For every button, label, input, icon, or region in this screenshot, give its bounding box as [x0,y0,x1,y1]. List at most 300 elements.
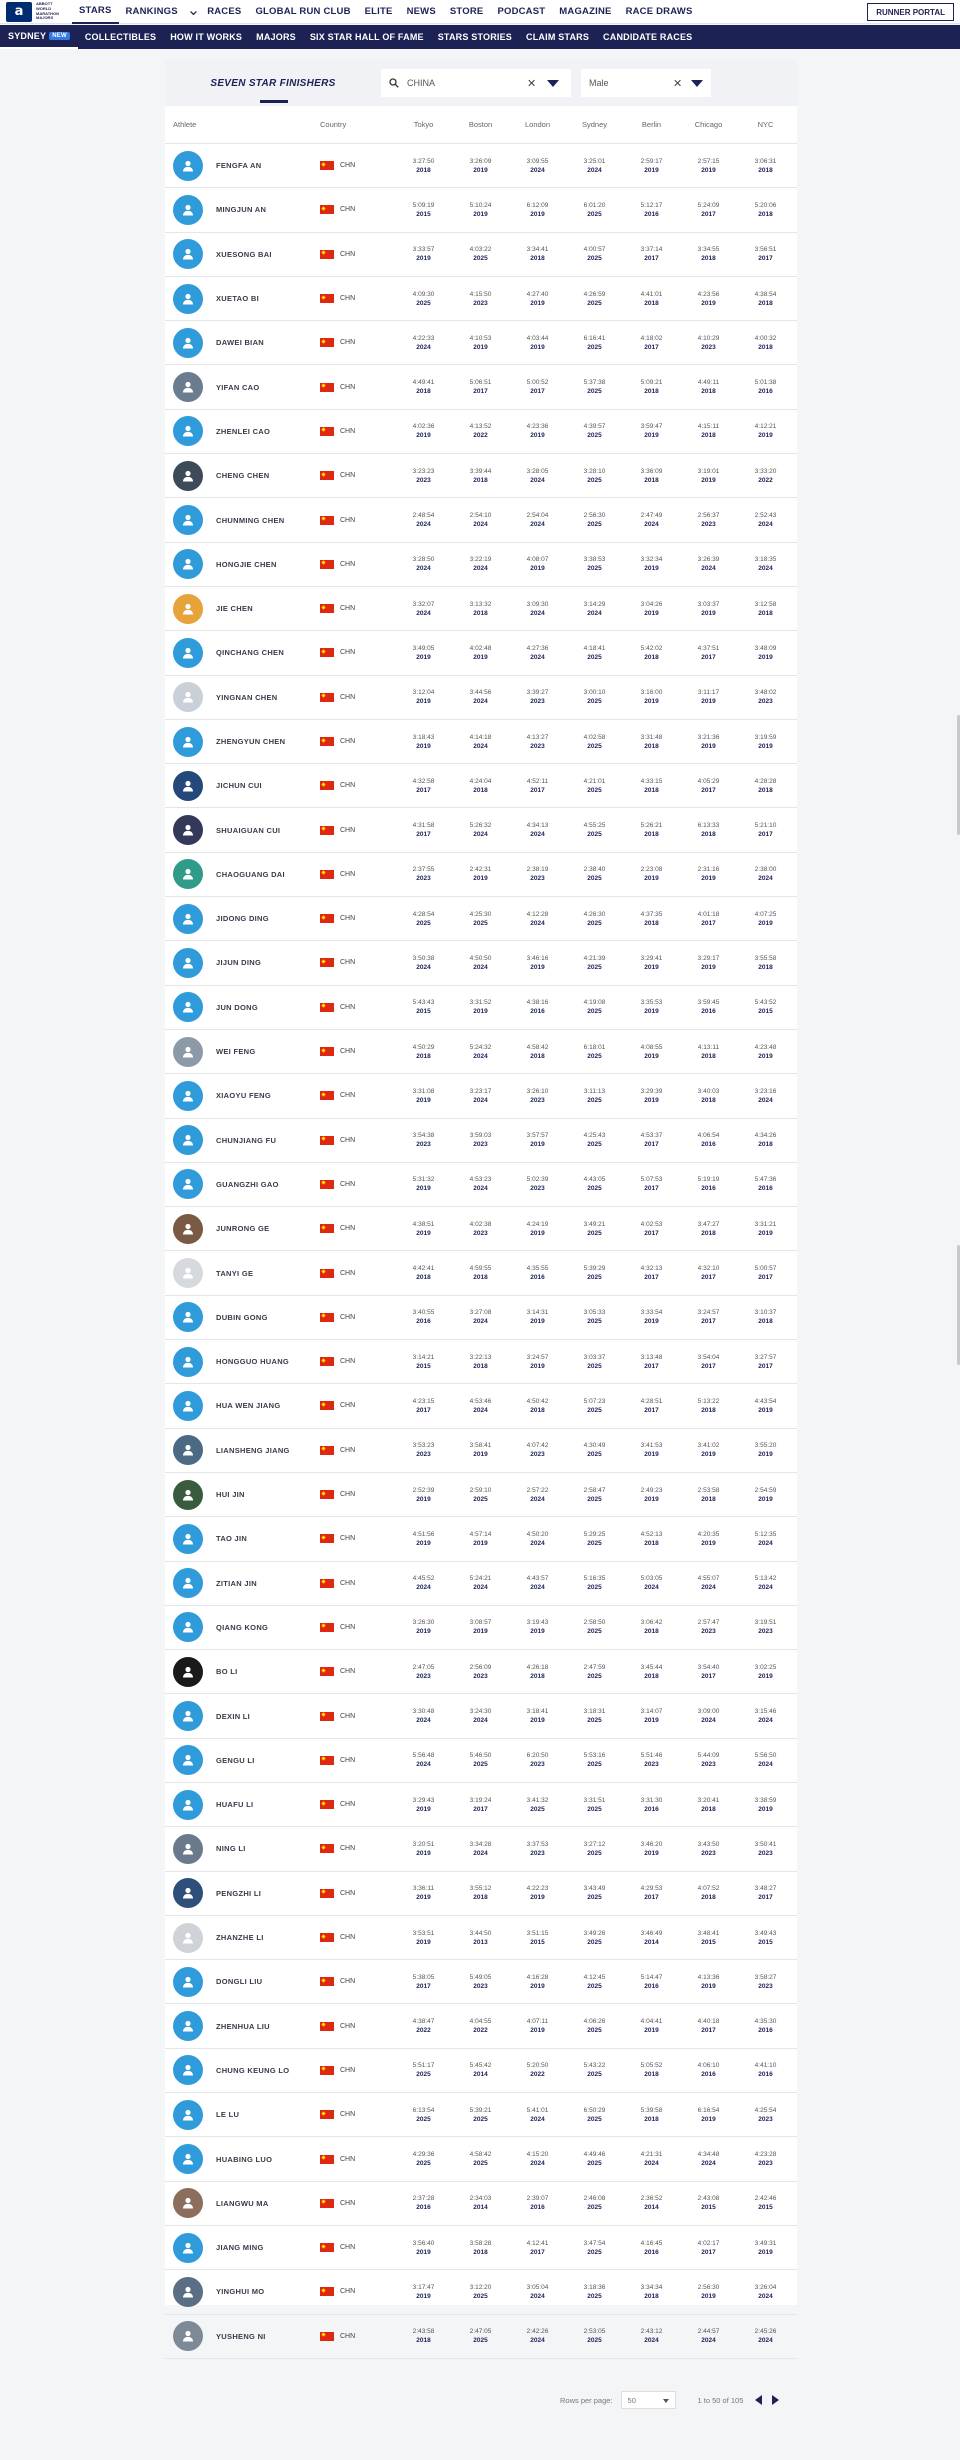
runner-portal-button[interactable]: RUNNER PORTAL [867,3,954,21]
finish-year: 2025 [473,2160,488,2167]
finish-time: 2:56:37 [697,512,720,520]
finish-year: 2025 [587,698,602,706]
athlete-cell [165,1214,320,1244]
table-row[interactable] [165,2004,797,2048]
finish-year: 2025 [587,1672,602,1680]
athlete-cell [165,1524,320,1554]
country-code: CHN [340,560,356,568]
finish-time: 3:54:38 [412,1132,435,1140]
athlete-name[interactable]: WEI FENG [216,1047,256,1057]
finish-year: 2024 [758,875,773,883]
finish-time: 5:24:21 [469,1575,492,1583]
finish-time: 3:47:54 [583,2239,606,2247]
athlete-name[interactable]: HONGGUO HUANG [216,1357,290,1367]
athlete-name[interactable]: TAO JIN [216,1534,248,1544]
finish-year: 2024 [701,2337,716,2345]
finish-year: 2019 [758,432,773,440]
clear-gender-icon[interactable]: ✕ [673,77,683,90]
country-cell [320,2110,395,2119]
athlete-name[interactable]: DUBIN GONG [216,1312,268,1322]
finish-time: 3:38:59 [754,1796,777,1804]
race-result-cell [566,2239,623,2257]
race-result-cell [680,245,737,263]
seven-star-table-card [165,60,797,2345]
finish-time: 5:13:22 [697,1397,720,1405]
athlete-name[interactable]: CHUNG KEUNG LO [216,2065,290,2075]
nav-item-podcast[interactable]: PODCAST [497,6,546,17]
athlete-name[interactable]: JICHUN CUI [216,781,262,791]
athlete-cell [165,1923,320,1953]
column-header-chicago[interactable]: Chicago [694,120,723,129]
athlete-name[interactable]: GUANGZHI GAO [216,1179,279,1189]
race-result-cell [680,2150,737,2168]
table-row[interactable] [165,897,797,941]
table-row[interactable] [165,1739,797,1783]
athlete-cell [165,284,320,314]
finish-year: 2019 [416,1894,431,1902]
athlete-name[interactable]: QIANG KONG [216,1622,269,1632]
finish-time: 3:58:41 [469,1442,492,1450]
avatar-icon [173,1214,203,1244]
table-row[interactable] [165,1074,797,1118]
finish-year: 2024 [473,521,488,529]
finish-year: 2017 [644,1362,659,1370]
country-filter[interactable] [381,69,571,97]
table-row[interactable] [165,498,797,542]
finish-time: 3:34:34 [640,2283,663,2291]
nav-item-news[interactable]: NEWS [406,6,436,17]
nav-item-global-run-club[interactable]: GLOBAL RUN CLUB [255,6,351,17]
table-row[interactable] [165,1606,797,1650]
athlete-name[interactable]: SHUAIGUAN CUI [216,825,281,835]
athlete-name[interactable]: JIJUN DING [216,958,262,968]
finish-year: 2025 [587,1274,602,1282]
column-header-sydney[interactable]: Sydney [581,120,608,129]
finish-time: 4:50:20 [526,1530,549,1538]
main-nav [72,0,699,24]
country-cell [320,1047,395,1056]
table-row[interactable] [165,2049,797,2093]
table-row[interactable] [165,853,797,897]
column-header-london[interactable]: London [524,120,551,129]
table-row[interactable] [165,2270,797,2314]
finish-year: 2019 [473,343,488,351]
finish-year: 2017 [644,343,659,351]
country-code: CHN [340,1003,356,1011]
finish-time: 2:47:05 [412,1663,435,1671]
race-result-cell [680,157,737,175]
race-result-cell [737,1530,794,1548]
race-result-cell [623,1751,680,1769]
athlete-name[interactable]: MINGJUN AN [216,205,267,215]
finish-time: 3:16:00 [640,689,663,697]
country-cell [320,1003,395,1012]
finish-year: 2023 [644,1761,659,1769]
athlete-name[interactable]: TANYI GE [216,1268,254,1278]
table-row[interactable] [165,1296,797,1340]
race-result-cell [623,1175,680,1193]
table-row[interactable] [165,631,797,675]
athlete-name[interactable]: JUN DONG [216,1002,258,1012]
nav-item-magazine[interactable]: MAGAZINE [559,6,612,17]
athlete-cell [165,549,320,579]
race-result-cell [509,1973,566,1991]
table-row[interactable] [165,2182,797,2226]
finish-time: 2:57:15 [697,157,720,165]
china-flag-icon [320,2022,334,2031]
athlete-name[interactable]: LIANSHENG JIANG [216,1445,290,1455]
finish-year: 2025 [587,2027,602,2035]
finish-year: 2024 [473,1849,488,1857]
race-result-cell [452,2106,509,2124]
race-result-cell [737,1131,794,1149]
race-result-cell [680,2194,737,2212]
table-row[interactable] [165,233,797,277]
finish-time: 4:55:25 [583,822,606,830]
column-header-athlete[interactable]: Athlete [173,120,197,129]
finish-time: 2:36:52 [640,2195,663,2203]
country-cell [320,826,395,835]
avatar-icon [173,2100,203,2130]
finish-time: 2:38:40 [583,866,606,874]
table-row[interactable] [165,188,797,232]
avatar-icon [173,1258,203,1288]
athlete-name[interactable]: HUI JIN [216,1490,245,1500]
race-result-cell [395,1796,452,1814]
finish-year: 2024 [473,1185,488,1193]
athlete-name[interactable]: YIFAN CAO [216,382,260,392]
athlete-name[interactable]: QINCHANG CHEN [216,648,285,658]
subnav-item-candidate-races[interactable]: CANDIDATE RACES [603,32,693,42]
finish-year: 2025 [587,1495,602,1503]
finish-time: 4:43:54 [754,1397,777,1405]
table-row[interactable] [165,321,797,365]
finish-time: 5:01:38 [754,379,777,387]
table-row[interactable] [165,1960,797,2004]
subnav-item-majors[interactable]: MAJORS [256,32,296,42]
finish-year: 2015 [416,1008,431,1016]
athlete-name[interactable]: DAWEI BIAN [216,338,264,348]
race-result-cell [737,2106,794,2124]
athlete-name[interactable]: PENGZHI LI [216,1888,262,1898]
race-result-cell [566,1175,623,1193]
race-result-cell [395,467,452,485]
table-row[interactable] [165,410,797,454]
athlete-name[interactable]: CHAOGUANG DAI [216,869,285,879]
table-row[interactable] [165,941,797,985]
table-row[interactable] [165,1119,797,1163]
athlete-name[interactable]: YINGNAN CHEN [216,692,278,702]
finish-year: 2019 [416,1628,431,1636]
clear-country-icon[interactable]: ✕ [527,77,537,90]
nav-item-race-draws[interactable]: RACE DRAWS [625,6,693,17]
race-result-cell [737,201,794,219]
table-row[interactable] [165,1163,797,1207]
table-row[interactable] [165,1650,797,1694]
finish-time: 3:35:53 [640,999,663,1007]
finish-time: 5:53:16 [583,1752,606,1760]
athlete-name[interactable]: ZITIAN JIN [216,1578,257,1588]
table-row[interactable] [165,1340,797,1384]
finish-time: 4:10:53 [469,334,492,342]
race-result-cell [737,733,794,751]
nav-item-stars[interactable]: STARS [72,0,119,24]
logo-text: ABBOTT WORLD MARATHON MAJORS [36,1,60,21]
gender-dropdown-icon[interactable] [691,80,703,87]
race-result-cell [623,157,680,175]
column-header-tokyo[interactable]: Tokyo [413,120,434,129]
athlete-name[interactable]: HUABING LUO [216,2154,273,2164]
athlete-name[interactable]: GENGU LI [216,1755,255,1765]
race-result-cell [680,1929,737,1947]
next-page-icon[interactable] [772,2395,779,2405]
table-row[interactable] [165,1251,797,1295]
finish-time: 2:53:58 [697,1486,720,1494]
table-row[interactable] [165,808,797,852]
finish-time: 4:16:28 [526,1973,549,1981]
nav-item-store[interactable]: STORE [449,6,484,17]
table-row[interactable] [165,587,797,631]
finish-year: 2025 [587,1185,602,1193]
finish-year: 2014 [644,1938,659,1946]
finish-time: 4:38:47 [412,2018,435,2026]
athlete-name[interactable]: ZHENGYUN CHEN [216,737,286,746]
race-result-cell [509,1486,566,1504]
finish-year: 2018 [758,786,773,794]
column-header-nyc[interactable]: NYC [757,120,774,129]
table-row[interactable] [165,1517,797,1561]
table-row[interactable] [165,1429,797,1473]
athlete-name[interactable]: LIANGWU MA [216,2198,269,2208]
athlete-name[interactable]: JIE CHEN [216,604,253,614]
finish-time: 3:26:09 [469,157,492,165]
race-result-cell [509,1751,566,1769]
athlete-name[interactable]: JUNRONG GE [216,1224,270,1234]
finish-time: 3:39:27 [526,689,549,697]
finish-time: 4:41:10 [754,2062,777,2070]
finish-year: 2024 [473,1584,488,1592]
country-cell [320,1844,395,1853]
table-row[interactable] [165,986,797,1030]
athlete-name[interactable]: HUA WEN JIANG [216,1401,281,1411]
gender-filter[interactable] [581,69,711,97]
race-result-cell [623,1397,680,1415]
subnav-item-stars-stories[interactable]: STARS STORIES [437,32,513,42]
table-row[interactable] [165,1473,797,1517]
table-row[interactable] [165,1207,797,1251]
table-row[interactable] [165,764,797,808]
country-dropdown-icon[interactable] [547,80,559,87]
finish-year: 2019 [473,1008,488,1016]
race-result-cell [737,954,794,972]
athlete-name[interactable]: DONGLI LIU [216,1977,263,1987]
finish-year: 2016 [530,1008,545,1016]
table-row[interactable] [165,1872,797,1916]
abbott-logo-icon[interactable]: a [6,2,32,22]
race-result-cell [737,1486,794,1504]
finish-time: 3:20:51 [412,1840,435,1848]
finish-time: 4:52:11 [526,777,549,785]
athlete-cell [165,2188,320,2218]
athlete-name[interactable]: FENGFA AN [216,161,262,171]
athlete-name[interactable]: YINGHUI MO [216,2287,265,2297]
finish-year: 2018 [473,609,488,617]
table-row[interactable] [165,676,797,720]
athlete-name[interactable]: YUSHENG NI [216,2331,266,2341]
finish-year: 2019 [473,1628,488,1636]
finish-time: 4:28:51 [640,1397,663,1405]
finish-time: 4:49:41 [412,379,435,387]
prev-page-icon[interactable] [755,2395,762,2405]
subnav-item-sydney[interactable] [0,25,78,49]
avatar-icon [173,904,203,934]
race-result-cell [680,1264,737,1282]
race-result-cell [737,467,794,485]
finish-time: 5:20:06 [754,201,777,209]
athlete-cell [165,2321,320,2351]
subnav-item-six-star-hall-of-fame[interactable]: SIX STAR HALL OF FAME [309,32,424,42]
table-row[interactable] [165,365,797,409]
finish-time: 4:02:36 [412,423,435,431]
column-header-berlin[interactable]: Berlin [641,120,662,129]
table-row[interactable] [165,1562,797,1606]
race-result-cell [623,1264,680,1282]
finish-year: 2013 [473,1938,488,1946]
finish-time: 4:27:40 [526,290,549,298]
nav-item-races[interactable]: RACES [207,6,242,17]
athlete-name[interactable]: HUAFU LI [216,1800,254,1810]
race-result-cell [680,1353,737,1371]
subnav-item-collectibles[interactable]: COLLECTIBLES [84,32,157,42]
race-result-cell [623,511,680,529]
finish-time: 3:55:12 [469,1885,492,1893]
finish-year: 2016 [758,2027,773,2035]
country-cell [320,2155,395,2164]
avatar-icon [173,1125,203,1155]
finish-year: 2016 [644,210,659,218]
race-result-cell [623,2327,680,2345]
table-row[interactable] [165,2093,797,2137]
table-row[interactable] [165,1030,797,1074]
table-row[interactable] [165,277,797,321]
athlete-cell [165,1258,320,1288]
race-result-cell [623,1530,680,1548]
finish-year: 2024 [416,1584,431,1592]
column-header-country[interactable]: Country [320,120,347,129]
table-row[interactable] [165,1783,797,1827]
athlete-name[interactable]: LE LU [216,2110,240,2120]
china-flag-icon [320,516,334,525]
athlete-name[interactable]: BO LI [216,1667,238,1677]
table-row[interactable] [165,720,797,764]
finish-year: 2024 [473,1052,488,1060]
race-result-cell [395,157,452,175]
athlete-name[interactable]: ZHENLEI CAO [216,426,271,436]
finish-time: 3:56:51 [754,246,777,254]
country-cell [320,427,395,436]
finish-year: 2017 [530,2248,545,2256]
athlete-name[interactable]: DEXIN LI [216,1711,251,1721]
finish-year: 2018 [701,388,716,396]
finish-time: 6:50:29 [583,2106,606,2114]
finish-year: 2019 [530,210,545,218]
avatar-icon [173,2144,203,2174]
subnav-item-how-it-works[interactable]: HOW IT WORKS [170,32,243,42]
race-result-cell [509,865,566,883]
finish-year: 2019 [530,1318,545,1326]
athlete-name[interactable]: JIANG MING [216,2243,264,2253]
race-result-cell [680,511,737,529]
finish-year: 2019 [644,2027,659,2035]
table-row[interactable] [165,2226,797,2270]
finish-year: 2023 [530,875,545,883]
table-row[interactable] [165,2315,797,2359]
athlete-name[interactable]: CHUNMING CHEN [216,515,285,525]
athlete-name[interactable]: XIAOYU FENG [216,1091,271,1101]
country-cell [320,2243,395,2252]
race-result-cell [680,1220,737,1238]
finish-time: 4:50:42 [526,1397,549,1405]
finish-time: 4:32:58 [412,777,435,785]
finish-year: 2023 [530,1849,545,1857]
athlete-name[interactable]: CHUNJIANG FU [216,1135,277,1145]
china-flag-icon [320,2155,334,2164]
finish-time: 3:55:20 [754,1442,777,1450]
rows-per-page-select[interactable] [621,2391,676,2409]
table-row[interactable] [165,1916,797,1960]
column-header-boston[interactable]: Boston [468,120,493,129]
finish-time: 2:58:47 [583,1486,606,1494]
finish-time: 3:49:05 [412,644,435,652]
table-row[interactable] [165,1384,797,1428]
table-row[interactable] [165,1827,797,1871]
athlete-name[interactable]: CHENG CHEN [216,471,270,481]
finish-year: 2019 [416,1849,431,1857]
finish-time: 4:02:48 [469,644,492,652]
finish-time: 4:28:54 [412,910,435,918]
athlete-name[interactable]: ZHANZHE LI [216,1933,264,1943]
table-row[interactable] [165,454,797,498]
race-result-cell [395,954,452,972]
table-row[interactable] [165,144,797,188]
country-code: CHN [340,1934,356,1942]
athlete-name[interactable]: HONGJIE CHEN [216,559,277,569]
race-result-cell [566,688,623,706]
race-result-cell [566,910,623,928]
athlete-name[interactable]: JIDONG DING [216,914,269,924]
finish-year: 2019 [644,1451,659,1459]
athlete-name[interactable]: NING LI [216,1844,246,1854]
athlete-name[interactable]: XUESONG BAI [216,249,272,259]
finish-time: 4:07:25 [754,910,777,918]
country-code: CHN [340,649,356,657]
finish-time: 5:47:36 [754,1176,777,1184]
nav-item-rankings[interactable]: RANKINGS [125,6,178,17]
finish-time: 3:54:40 [697,1663,720,1671]
finish-time: 3:23:16 [754,1087,777,1095]
athlete-name[interactable]: ZHENHUA LIU [216,2021,270,2031]
table-row[interactable] [165,543,797,587]
table-row[interactable] [165,2137,797,2181]
athlete-name[interactable]: XUETAO BI [216,294,259,304]
finish-time: 2:58:50 [583,1619,606,1627]
subnav-item-claim-stars[interactable]: CLAIM STARS [526,32,590,42]
country-cell [320,1933,395,1942]
nav-item-elite[interactable]: ELITE [364,6,393,17]
table-row[interactable] [165,1694,797,1738]
race-result-cell [623,910,680,928]
finish-time: 4:15:11 [697,423,720,431]
